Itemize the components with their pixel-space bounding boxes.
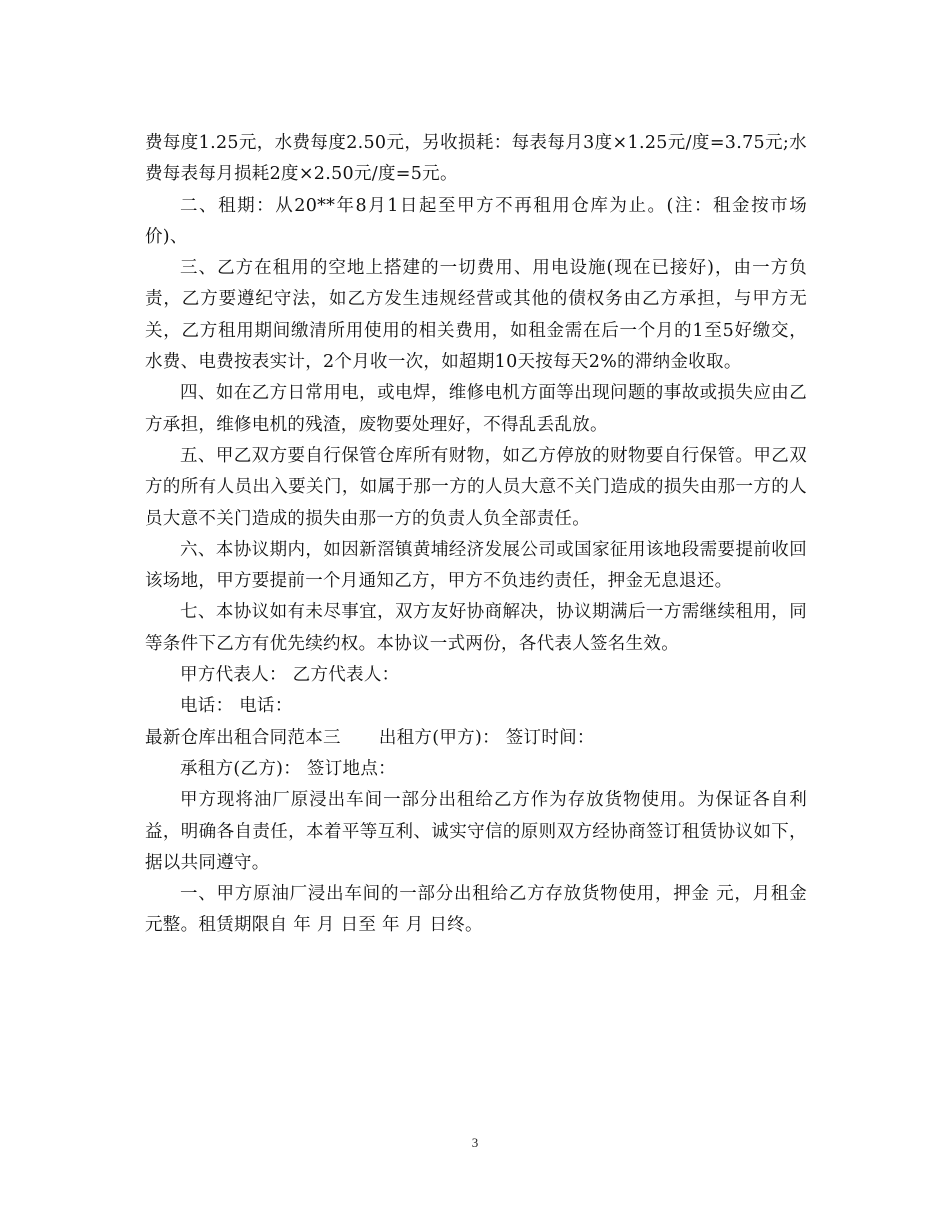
paragraph-clause-5: 五、甲乙双方要自行保管仓库所有财物，如乙方停放的财物要自行保管。甲乙双方的所有人员出入要关门，如属于那一方的人员大意不关门造成的损失由那一方的人员大意不关门造成的损失由那一方的负责人负全部责任。: [145, 445, 807, 529]
second-contract-clause-1: 一、甲方原油厂浸出车间的一部分出租给乙方存放货物使用，押金 元，月租金 元整。租赁期限自 年 月 日至 年 月 日终。: [145, 884, 807, 936]
lessor-line: 出租方(甲方)： 签订时间：: [378, 727, 595, 748]
signature-phones: 电话： 电话：: [180, 696, 293, 717]
paragraph-clause-7: 七、本协议如有未尽事宜，双方友好协商解决，协议期满后一方需继续租用，同等条件下乙方有优先续约权。本协议一式两份，各代表人签名生效。: [145, 602, 807, 654]
paragraph-term: 二、租期：从20**年8月1日起至甲方不再租用仓库为止。(注：租金按市场价)、: [145, 195, 807, 247]
second-contract-header: [145, 723, 807, 754]
second-contract-title: 最新仓库出租合同范本三: [145, 727, 341, 748]
page-number: 3: [471, 1135, 479, 1150]
paragraph-clause-6: 六、本协议期内，如因新滘镇黄埔经济发展公司或国家征用该地段需要提前收回该场地，甲方要提前一个月通知乙方，甲方不负违约责任，押金无息退还。: [145, 539, 807, 592]
paragraph-clause-3: 三、乙方在租用的空地上搭建的一切费用、用电设施(现在已接好)，由一方负责，乙方要遵纪守法，如乙方发生违规经营或其他的债权务由乙方承担，与甲方无关，乙方租用期间缴清所用使用的相关费用，如租金需在后一个月的1至5好缴交，水费、电费按表实计，2个月收一次，如超期10天按每天2%的滞纳金收取。: [145, 258, 807, 373]
paragraph-clause-4: 四、如在乙方日常用电，或电焊，维修电机方面等出现问题的事故或损失应由乙方承担，维修电机的残渣，废物要处理好，不得乱丢乱放。: [145, 383, 807, 435]
signature-representatives: 甲方代表人： 乙方代表人：: [180, 665, 400, 686]
document-body: [145, 128, 807, 942]
second-contract-intro: 甲方现将油厂原浸出车间一部分出租给乙方作为存放货物使用。为保证各自利益，明确各自责任，本着平等互利、诚实守信的原则双方经协商签订租赁协议如下，据以共同遵守。: [145, 790, 807, 873]
lessee-line: 承租方(乙方)： 签订地点：: [180, 758, 396, 779]
paragraph-fees: 费每度1.25元，水费每度2.50元，另收损耗：每表每月3度×1.25元/度=3.75元;水费每表每月损耗2度×2.50元/度=5元。: [145, 133, 807, 185]
